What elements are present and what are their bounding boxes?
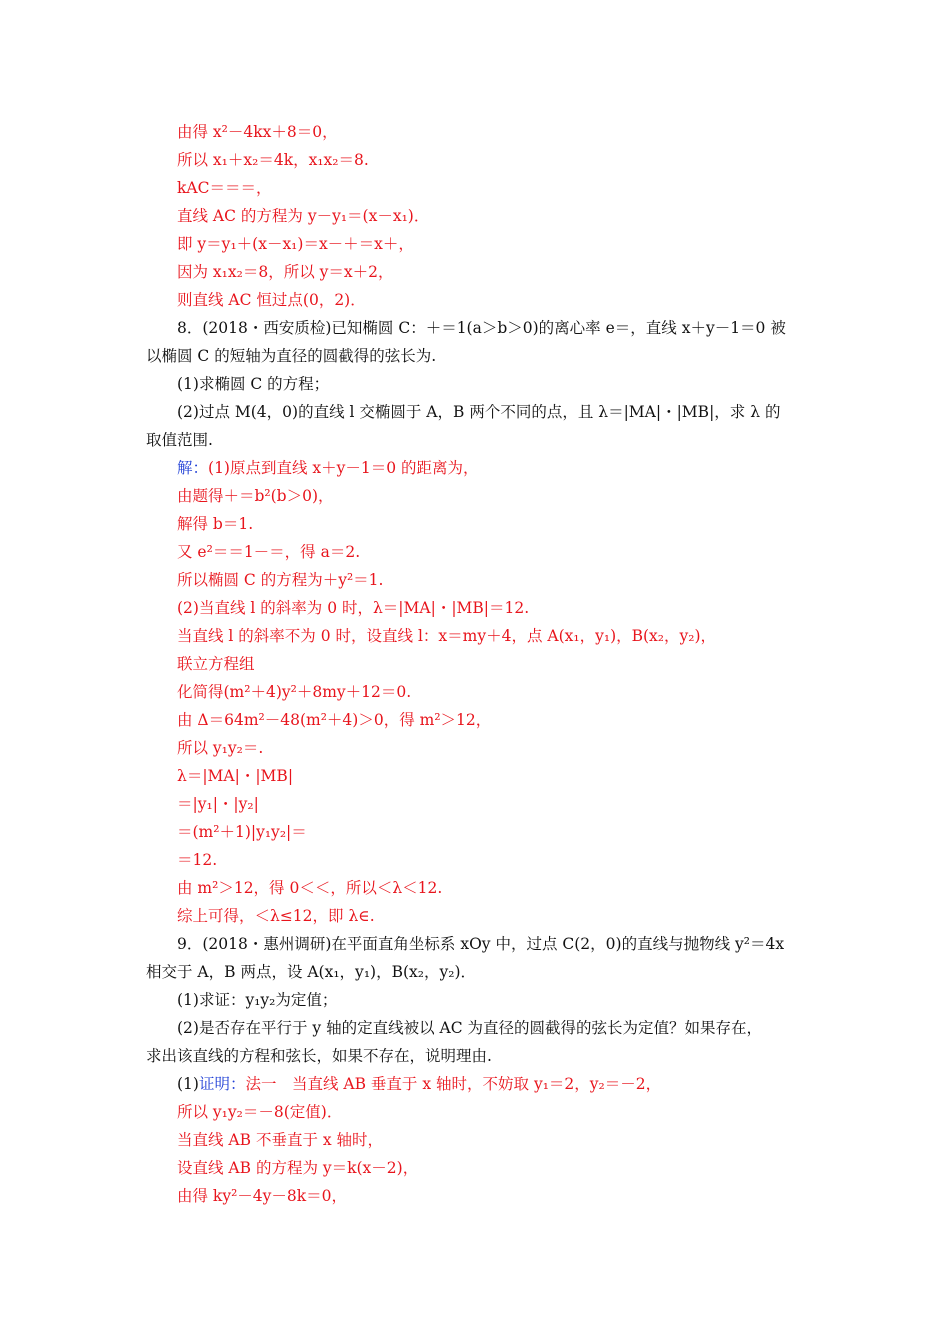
problem-8-statement-cont: 以椭圆 C 的短轴为直径的圆截得的弦长为.	[146, 347, 437, 365]
text-line: 综上可得，＜λ≤12，即 λ∈.	[177, 907, 375, 925]
text-line: 设直线 AB 的方程为 y＝k(x－2)，	[177, 1159, 419, 1177]
text-line: ＝12.	[177, 851, 218, 869]
text-line: 因为 x₁x₂＝8，所以 y＝x＋2，	[177, 263, 394, 281]
proof-label: 证明：	[198, 1075, 246, 1093]
problem-9-statement: 9．(2018・惠州调研)在平面直角坐标系 xOy 中，过点 C(2，0)的直线与抛物线 y²＝4x	[177, 935, 785, 953]
text-line: 所以 x₁＋x₂＝4k，x₁x₂＝8.	[177, 151, 369, 169]
text-line: 所以 y₁y₂＝－8(定值)．	[177, 1103, 343, 1121]
text-line: (2)当直线 l 的斜率为 0 时，λ＝|MA|・|MB|＝12.	[177, 599, 530, 617]
solution-text: (1)原点到直线 x＋y－1＝0 的距离为，	[208, 459, 479, 477]
problem-9-part-2: (2)是否存在平行于 y 轴的定直线被以 AC 为直径的圆截得的弦长为定值？如果存在，	[177, 1019, 762, 1037]
text-line: 由题得＋＝b²(b＞0)，	[177, 487, 334, 505]
text-line: ＝(m²＋1)|y₁y₂|＝	[177, 823, 307, 841]
text-line: 当直线 l 的斜率不为 0 时，设直线 l：x＝my＋4，点 A(x₁，y₁)，B(x₂，y₂)，	[177, 627, 717, 645]
text-line: 即 y＝y₁＋(x－x₁)＝x－＋＝x＋，	[177, 235, 414, 253]
problem-8-part-2-cont: 取值范围.	[146, 431, 213, 449]
problem-8-statement: 8．(2018・西安质检)已知椭圆 C：＋＝1(a＞b＞0)的离心率 e＝，直线 x＋y－1＝0 被	[177, 319, 786, 337]
text-line: 所以 y₁y₂＝.	[177, 739, 264, 757]
problem-8-part-1: (1)求椭圆 C 的方程；	[177, 375, 330, 393]
text-line: 解得 b＝1.	[177, 515, 254, 533]
text-line: 又 e²＝＝1－＝，得 a＝2.	[177, 543, 361, 561]
solution-label: 解：	[177, 459, 209, 477]
problem-9-part-1: (1)求证：y₁y₂为定值；	[177, 991, 338, 1009]
text-line: 由 m²＞12，得 0＜＜，所以＜λ＜12.	[177, 879, 443, 897]
text-line: 则直线 AC 恒过点(0，2)．	[177, 291, 366, 309]
text-line: 所以椭圆 C 的方程为＋y²＝1.	[177, 571, 384, 589]
text-line: 联立方程组	[177, 655, 255, 673]
text-line: 由得 x²－4kx＋8＝0，	[177, 123, 338, 141]
problem-9-statement-cont: 相交于 A，B 两点，设 A(x₁，y₁)，B(x₂，y₂)．	[146, 963, 476, 981]
text-line: 由 Δ＝64m²－48(m²＋4)＞0，得 m²＞12，	[177, 711, 492, 729]
text-line: ＝|y₁|・|y₂|	[177, 795, 259, 813]
problem-8-part-2: (2)过点 M(4，0)的直线 l 交椭圆于 A，B 两个不同的点，且 λ＝|MA|・|MB|，求 λ 的	[177, 403, 781, 421]
problem-9-part-2-cont: 求出该直线的方程和弦长，如果不存在，说明理由.	[146, 1047, 492, 1065]
text-line: 由得 ky²－4y－8k＝0，	[177, 1187, 348, 1205]
proof-text: 法一 当直线 AB 垂直于 x 轴时，不妨取 y₁＝2，y₂＝－2，	[245, 1075, 662, 1093]
text-line: kAC＝＝＝，	[177, 179, 272, 197]
proof-part-number: (1)	[177, 1075, 199, 1093]
solution-line	[177, 457, 479, 479]
text-line: 直线 AC 的方程为 y－y₁＝(x－x₁)．	[177, 207, 430, 225]
text-line: 当直线 AB 不垂直于 x 轴时，	[177, 1131, 384, 1149]
text-line: λ＝|MA|・|MB|	[177, 767, 294, 785]
text-line: 化简得(m²＋4)y²＋8my＋12＝0.	[177, 683, 412, 701]
proof-line	[177, 1073, 661, 1095]
